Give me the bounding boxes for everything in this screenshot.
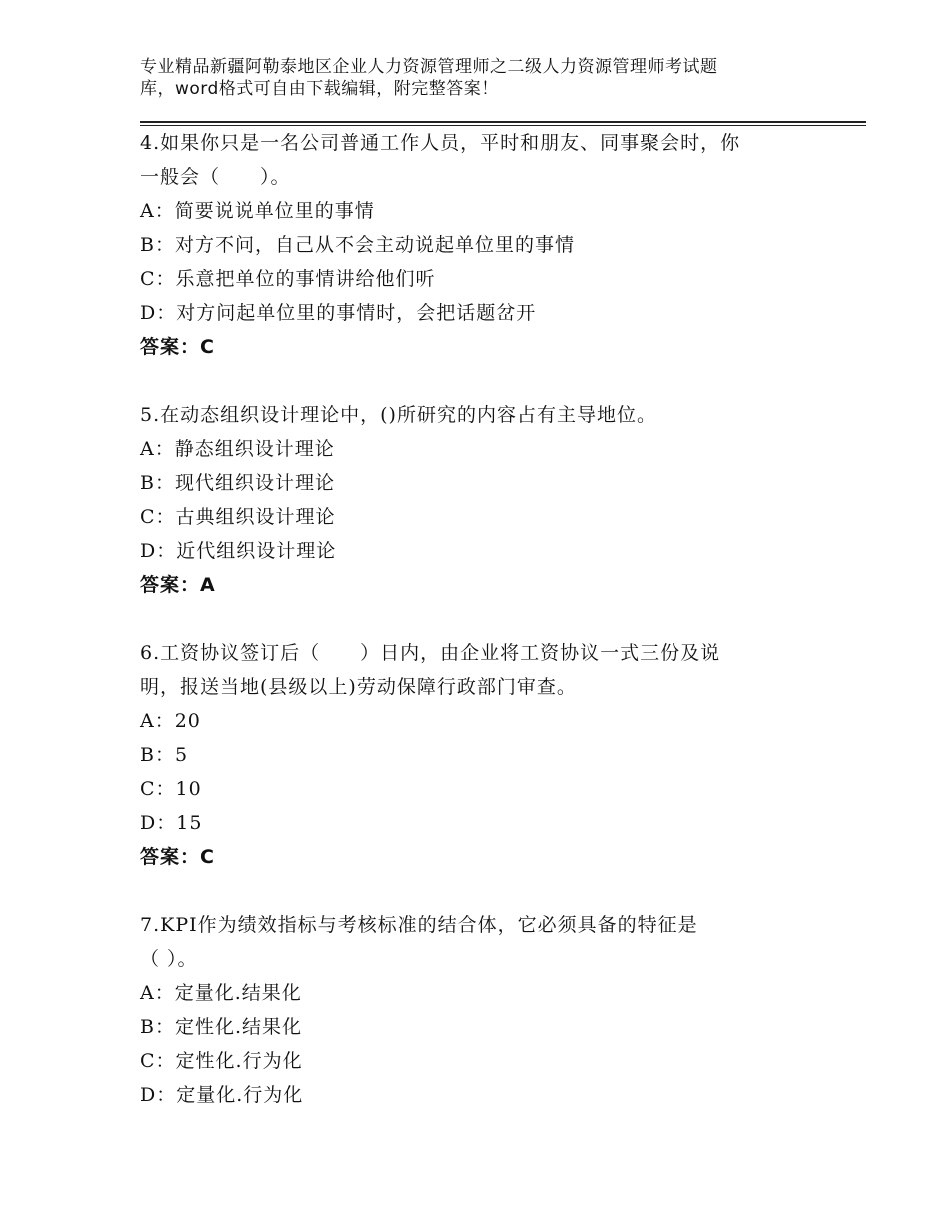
question-stem-line: 7.KPI作为绩效指标与考核标准的结合体，它必须具备的特征是: [140, 914, 698, 936]
answer-label: 答案：A: [140, 574, 216, 596]
option-c: C：定性化.行为化: [140, 1050, 303, 1072]
header-title-line-1: 专业精品新疆阿勒泰地区企业人力资源管理师之二级人力资源管理师考试题: [140, 57, 718, 77]
option-c: C：乐意把单位的事情讲给他们听: [140, 268, 436, 290]
option-a: A：静态组织设计理论: [140, 438, 335, 460]
option-a: A：定量化.结果化: [140, 982, 302, 1004]
question-stem-line: 4.如果你只是一名公司普通工作人员，平时和朋友、同事聚会时，你: [140, 132, 741, 154]
question-6: [140, 636, 840, 874]
option-b: B：对方不问，自己从不会主动说起单位里的事情: [140, 234, 575, 256]
document-header: [140, 56, 840, 100]
question-stem-line: 明，报送当地(县级以上)劳动保障行政部门审查。: [140, 676, 577, 698]
question-5: [140, 398, 840, 602]
question-stem-line: （ ）。: [140, 948, 198, 970]
option-b: B：5: [140, 744, 189, 766]
option-b: B：现代组织设计理论: [140, 472, 335, 494]
answer-label: 答案：C: [140, 846, 215, 868]
question-stem-line: 一般会（ ）。: [140, 166, 291, 188]
question-7: [140, 908, 840, 1112]
question-stem-line: 5.在动态组织设计理论中，()所研究的内容占有主导地位。: [140, 404, 657, 426]
option-d: D：近代组织设计理论: [140, 540, 337, 562]
option-c: C：古典组织设计理论: [140, 506, 336, 528]
option-d: D：15: [140, 812, 203, 834]
header-divider-thick: [140, 121, 866, 123]
option-b: B：定性化.结果化: [140, 1016, 303, 1038]
question-stem-line: 6.工资协议签订后（ ）日内，由企业将工资协议一式三份及说: [140, 642, 721, 664]
answer-label: 答案：C: [140, 336, 215, 358]
question-list: [140, 126, 840, 1146]
option-a: A：简要说说单位里的事情: [140, 200, 375, 222]
option-d: D：定量化.行为化: [140, 1084, 304, 1106]
option-d: D：对方问起单位里的事情时，会把话题岔开: [140, 302, 537, 324]
option-a: A：20: [140, 710, 201, 732]
header-title-line-2: 库，word格式可自由下载编辑，附完整答案！: [140, 79, 499, 99]
option-c: C：10: [140, 778, 202, 800]
question-4: [140, 126, 840, 364]
